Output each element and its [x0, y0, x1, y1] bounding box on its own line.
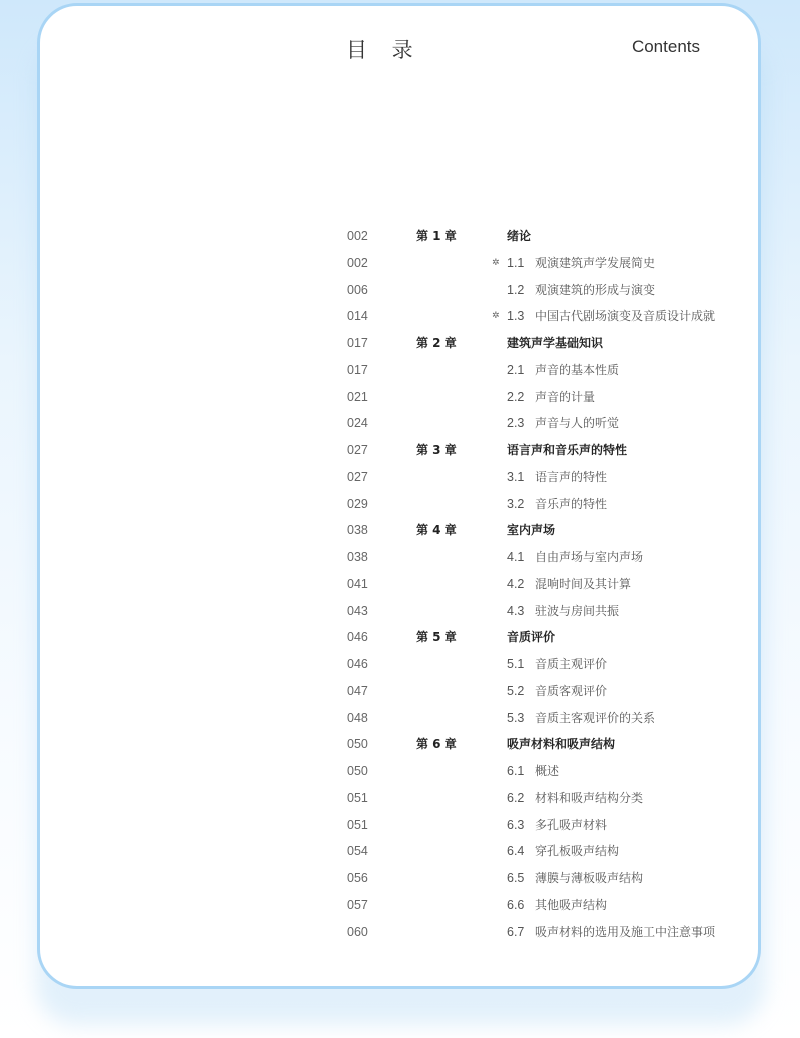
- section-title: 吸声材料的选用及施工中注意事项: [535, 924, 716, 939]
- toc-section-row: [40, 464, 758, 490]
- toc-section-row: [40, 598, 758, 624]
- page-number: 048: [347, 710, 368, 725]
- section-title: 声音的基本性质: [535, 362, 620, 377]
- section-title: 声音的计量: [535, 389, 596, 404]
- page-number: 047: [347, 683, 368, 698]
- toc-section-row: [40, 919, 758, 945]
- section-title: 其他吸声结构: [535, 897, 608, 912]
- section-title: 薄膜与薄板吸声结构: [535, 871, 644, 885]
- section-title: 穿孔板吸声结构: [535, 844, 620, 859]
- asterisk-marker-icon: ✲: [492, 311, 500, 322]
- section-title: 音质客观评价: [535, 683, 608, 698]
- toc-section-row: [40, 865, 758, 891]
- chapter-label: 第 3 章: [416, 443, 457, 457]
- page-number: 050: [347, 764, 368, 778]
- page-number: 027: [347, 443, 368, 457]
- section-title: 观演建筑的形成与演变: [535, 282, 656, 297]
- toc-section-row: [40, 651, 758, 677]
- toc-section-row: [40, 277, 758, 303]
- section-number: 1.2: [507, 282, 525, 297]
- toc-section-row: [40, 410, 758, 436]
- section-number: 6.1: [507, 764, 525, 778]
- page-number: 006: [347, 282, 368, 297]
- section-number: 3.1: [507, 469, 525, 484]
- section-title: 中国古代剧场演变及音质设计成就: [535, 309, 716, 324]
- section-number: 4.2: [507, 576, 525, 591]
- page-number: 046: [347, 630, 368, 645]
- chapter-title: 室内声场: [507, 523, 556, 538]
- toc-section-row: [40, 384, 758, 410]
- section-number: 6.4: [507, 844, 525, 859]
- page-number: 002: [347, 229, 368, 243]
- section-number: 2.1: [507, 362, 525, 377]
- section-number: 5.1: [507, 657, 525, 671]
- toc-section-row: [40, 571, 758, 597]
- section-number: 4.3: [507, 603, 525, 618]
- section-number: 6.2: [507, 790, 525, 805]
- page-number: 046: [347, 657, 368, 671]
- contents-page: [37, 3, 761, 989]
- section-title: 观演建筑声学发展简史: [535, 255, 656, 270]
- page-number: 051: [347, 790, 368, 805]
- section-title: 音质主观评价: [535, 657, 608, 671]
- toc-section-row: [40, 758, 758, 784]
- section-number: 5.3: [507, 710, 525, 725]
- page-number: 038: [347, 550, 368, 564]
- page-number: 043: [347, 603, 368, 618]
- page-number: 057: [347, 897, 368, 912]
- toc-section-row: [40, 250, 758, 276]
- page-number: 038: [347, 523, 368, 538]
- section-title: 声音与人的听觉: [535, 416, 620, 431]
- page-number: 051: [347, 817, 368, 832]
- page-number: 027: [347, 469, 368, 484]
- section-title: 材料和吸声结构分类: [535, 790, 644, 805]
- toc-chapter-row: [40, 223, 758, 249]
- chapter-label: 第 1 章: [416, 229, 457, 243]
- chapter-label: 第 4 章: [416, 523, 457, 538]
- toc-section-row: [40, 812, 758, 838]
- section-title: 音质主客观评价的关系: [535, 710, 656, 725]
- page-number: 017: [347, 362, 368, 377]
- toc-section-row: [40, 678, 758, 704]
- section-number: 1.3: [507, 309, 525, 324]
- toc-section-row: [40, 892, 758, 918]
- page-number: 029: [347, 496, 368, 511]
- page-number: 041: [347, 576, 368, 591]
- section-title: 驻波与房间共振: [535, 603, 620, 618]
- chapter-title: 绪论: [507, 229, 532, 243]
- section-number: 6.6: [507, 897, 525, 912]
- section-title: 语言声的特性: [535, 469, 608, 484]
- page-number: 014: [347, 309, 368, 324]
- page-title-english: Contents: [631, 37, 700, 56]
- toc-section-row: [40, 303, 758, 329]
- page-number: 054: [347, 844, 368, 859]
- toc-section-row: [40, 785, 758, 811]
- section-number: 6.7: [507, 924, 525, 939]
- section-title: 自由声场与室内声场: [535, 550, 644, 564]
- section-number: 2.3: [507, 416, 525, 431]
- toc-section-row: [40, 544, 758, 570]
- toc-section-row: [40, 838, 758, 864]
- page-title: 目 录: [346, 38, 422, 62]
- section-number: 5.2: [507, 683, 525, 698]
- section-title: 多孔吸声材料: [535, 817, 608, 832]
- section-number: 3.2: [507, 496, 525, 511]
- page-number: 024: [347, 416, 368, 431]
- page-number: 056: [347, 871, 368, 885]
- toc-chapter-row: [40, 437, 758, 463]
- page-number: 060: [347, 924, 368, 939]
- section-number: 1.1: [507, 255, 525, 270]
- toc-chapter-row: [40, 517, 758, 543]
- toc-section-row: [40, 491, 758, 517]
- chapter-title: 建筑声学基础知识: [507, 336, 604, 350]
- toc-section-row: [40, 357, 758, 383]
- page-number: 050: [347, 737, 368, 752]
- section-number: 4.1: [507, 550, 525, 564]
- section-number: 2.2: [507, 389, 525, 404]
- chapter-title: 吸声材料和吸声结构: [507, 737, 616, 752]
- section-number: 6.3: [507, 817, 525, 832]
- chapter-title: 音质评价: [507, 630, 556, 645]
- section-title: 混响时间及其计算: [535, 576, 632, 591]
- asterisk-marker-icon: ✲: [492, 257, 500, 268]
- section-number: 6.5: [507, 871, 525, 885]
- page-number: 021: [347, 389, 368, 404]
- chapter-label: 第 5 章: [416, 630, 457, 645]
- chapter-label: 第 6 章: [416, 737, 457, 752]
- toc-section-row: [40, 705, 758, 731]
- page-number: 002: [347, 255, 368, 270]
- toc-chapter-row: [40, 624, 758, 650]
- toc-chapter-row: [40, 731, 758, 757]
- chapter-title: 语言声和音乐声的特性: [507, 443, 628, 457]
- section-title: 音乐声的特性: [535, 496, 608, 511]
- page-number: 017: [347, 336, 368, 350]
- chapter-label: 第 2 章: [416, 336, 457, 350]
- toc-chapter-row: [40, 330, 758, 356]
- section-title: 概述: [535, 764, 560, 778]
